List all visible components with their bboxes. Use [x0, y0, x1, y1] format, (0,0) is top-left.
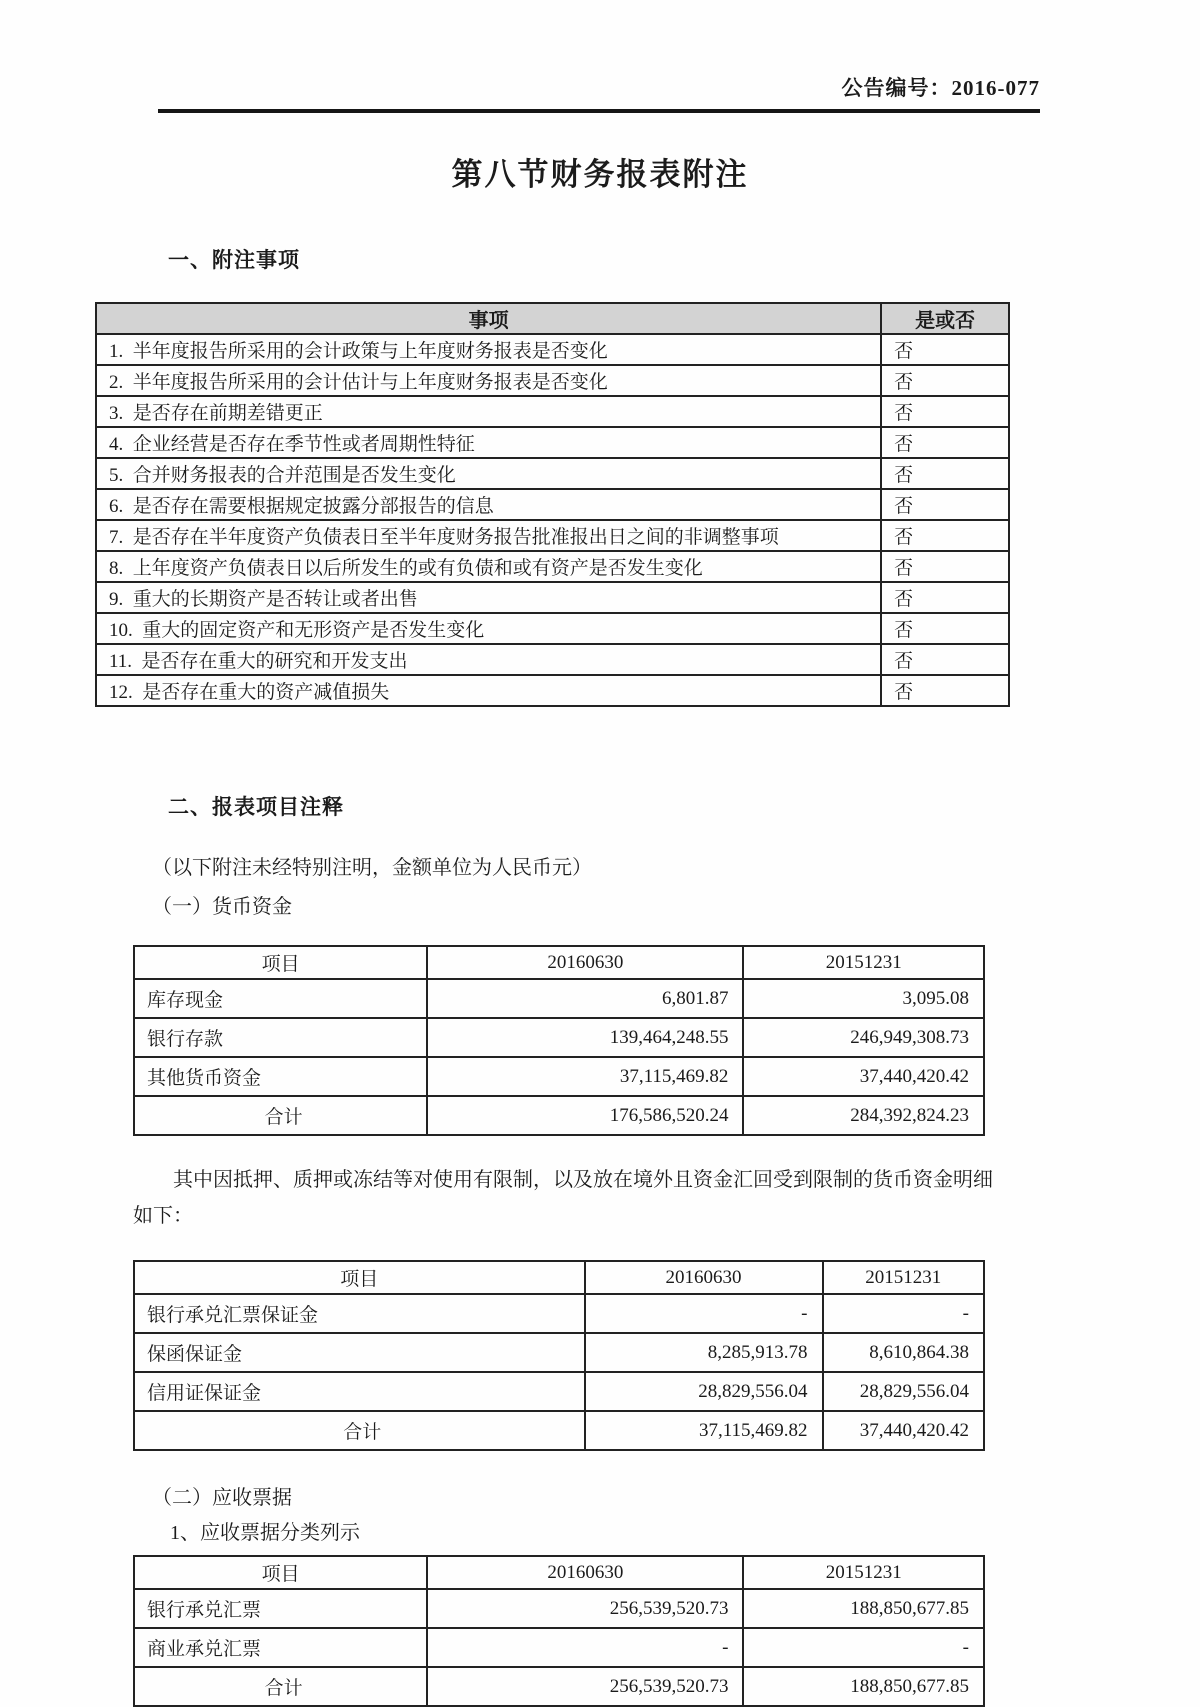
- total-value-cell-current: 37,115,469.82: [585, 1411, 823, 1450]
- table-row: [134, 979, 984, 1018]
- value-cell-prior: 188,850,677.85: [743, 1589, 984, 1628]
- total-row: [134, 1411, 984, 1450]
- section-heading-notes-items: 一、附注事项: [168, 248, 300, 272]
- total-value-cell-prior: 284,392,824.23: [743, 1096, 984, 1135]
- item-cell: 2. 半年度报告所采用的会计估计与上年度财务报表是否变化: [96, 365, 881, 396]
- item-cell: 9. 重大的长期资产是否转让或者出售: [96, 582, 881, 613]
- value-cell-current: -: [427, 1628, 743, 1667]
- table-row: [96, 489, 1009, 520]
- table-row: [134, 1294, 984, 1333]
- answer-cell: 否: [881, 582, 1009, 613]
- table-row: [134, 1018, 984, 1057]
- value-cell-current: 28,829,556.04: [585, 1372, 823, 1411]
- column-header-20151231: 20151231: [743, 946, 984, 979]
- column-header-item: 项目: [134, 1261, 585, 1294]
- value-cell-prior: -: [743, 1628, 984, 1667]
- column-header-20160630: 20160630: [427, 946, 743, 979]
- table-row: [96, 458, 1009, 489]
- item-cell: 银行存款: [134, 1018, 427, 1057]
- value-cell-current: -: [585, 1294, 823, 1333]
- table-header-row: [134, 1261, 984, 1294]
- total-row: [134, 1096, 984, 1135]
- table-header-row: [134, 1556, 984, 1589]
- page-title: 第八节财务报表附注: [451, 157, 749, 192]
- notes-receivable-table: [133, 1555, 985, 1707]
- value-cell-current: 6,801.87: [427, 979, 743, 1018]
- answer-cell: 否: [881, 644, 1009, 675]
- notes-items-table: [95, 302, 1010, 707]
- total-value-cell-current: 176,586,520.24: [427, 1096, 743, 1135]
- table-row: [134, 1628, 984, 1667]
- value-cell-current: 37,115,469.82: [427, 1057, 743, 1096]
- answer-cell: 否: [881, 675, 1009, 706]
- value-cell-prior: 246,949,308.73: [743, 1018, 984, 1057]
- column-header-20160630: 20160630: [427, 1556, 743, 1589]
- item-cell: 12. 是否存在重大的资产减值损失: [96, 675, 881, 706]
- item-cell: 6. 是否存在需要根据规定披露分部报告的信息: [96, 489, 881, 520]
- table-row: [96, 396, 1009, 427]
- answer-cell: 否: [881, 396, 1009, 427]
- table-row: [96, 427, 1009, 458]
- answer-cell: 否: [881, 551, 1009, 582]
- subsection-heading-notes-receivable: （二）应收票据: [152, 1487, 292, 1509]
- table-row: [96, 675, 1009, 706]
- announcement-number: 公告编号：2016-077: [841, 76, 1040, 100]
- header-rule: [158, 109, 1040, 113]
- item-cell: 5. 合并财务报表的合并范围是否发生变化: [96, 458, 881, 489]
- total-label-cell: 合计: [134, 1411, 585, 1450]
- document-header: [0, 0, 1200, 113]
- monetary-funds-table: [133, 945, 985, 1136]
- table-header-row: [96, 303, 1009, 334]
- total-value-cell-prior: 37,440,420.42: [823, 1411, 985, 1450]
- answer-cell: 否: [881, 365, 1009, 396]
- total-value-cell-prior: 188,850,677.85: [743, 1667, 984, 1706]
- table-row: [96, 334, 1009, 365]
- table-row: [96, 613, 1009, 644]
- answer-cell: 否: [881, 458, 1009, 489]
- restricted-funds-table: [133, 1260, 985, 1451]
- column-header-item: 项目: [134, 1556, 427, 1589]
- table-row: [134, 1333, 984, 1372]
- total-label-cell: 合计: [134, 1096, 427, 1135]
- table-header-row: [134, 946, 984, 979]
- table-row: [96, 582, 1009, 613]
- table-row: [134, 1589, 984, 1628]
- column-header-answer: 是或否: [881, 303, 1009, 334]
- subsection-heading-monetary-funds: （一）货币资金: [152, 896, 292, 918]
- table-row: [134, 1057, 984, 1096]
- item-cell: 银行承兑汇票: [134, 1589, 427, 1628]
- item-cell: 信用证保证金: [134, 1372, 585, 1411]
- value-cell-prior: -: [823, 1294, 985, 1333]
- item-cell: 7. 是否存在半年度资产负债表日至半年度财务报告批准报出日之间的非调整事项: [96, 520, 881, 551]
- column-header-20160630: 20160630: [585, 1261, 823, 1294]
- item-cell: 保函保证金: [134, 1333, 585, 1372]
- column-header-item: 项目: [134, 946, 427, 979]
- value-cell-current: 256,539,520.73: [427, 1589, 743, 1628]
- total-value-cell-current: 256,539,520.73: [427, 1667, 743, 1706]
- value-cell-prior: 8,610,864.38: [823, 1333, 985, 1372]
- item-cell: 10. 重大的固定资产和无形资产是否发生变化: [96, 613, 881, 644]
- column-header-item: 事项: [96, 303, 881, 334]
- value-cell-current: 139,464,248.55: [427, 1018, 743, 1057]
- table-row: [134, 1372, 984, 1411]
- restricted-funds-note: 其中因抵押、质押或冻结等对使用有限制，以及放在境外且资金汇回受到限制的货币资金明细如下：: [133, 1169, 993, 1227]
- item-cell: 其他货币资金: [134, 1057, 427, 1096]
- item-cell: 银行承兑汇票保证金: [134, 1294, 585, 1333]
- currency-unit-note: （以下附注未经特别注明，金额单位为人民币元）: [152, 857, 592, 879]
- value-cell-prior: 28,829,556.04: [823, 1372, 985, 1411]
- value-cell-prior: 37,440,420.42: [743, 1057, 984, 1096]
- total-label-cell: 合计: [134, 1667, 427, 1706]
- table-row: [96, 644, 1009, 675]
- answer-cell: 否: [881, 520, 1009, 551]
- answer-cell: 否: [881, 489, 1009, 520]
- item-cell: 3. 是否存在前期差错更正: [96, 396, 881, 427]
- table-row: [96, 520, 1009, 551]
- item-cell: 库存现金: [134, 979, 427, 1018]
- value-cell-current: 8,285,913.78: [585, 1333, 823, 1372]
- answer-cell: 否: [881, 427, 1009, 458]
- item-cell: 11. 是否存在重大的研究和开发支出: [96, 644, 881, 675]
- column-header-20151231: 20151231: [743, 1556, 984, 1589]
- answer-cell: 否: [881, 334, 1009, 365]
- list-heading-notes-receivable: 1、应收票据分类列示: [170, 1522, 360, 1544]
- total-row: [134, 1667, 984, 1706]
- column-header-20151231: 20151231: [823, 1261, 985, 1294]
- table-row: [96, 551, 1009, 582]
- table-row: [96, 365, 1009, 396]
- item-cell: 1. 半年度报告所采用的会计政策与上年度财务报表是否变化: [96, 334, 881, 365]
- value-cell-prior: 3,095.08: [743, 979, 984, 1018]
- item-cell: 4. 企业经营是否存在季节性或者周期性特征: [96, 427, 881, 458]
- answer-cell: 否: [881, 613, 1009, 644]
- item-cell: 商业承兑汇票: [134, 1628, 427, 1667]
- section-heading-item-notes: 二、报表项目注释: [168, 795, 344, 819]
- item-cell: 8. 上年度资产负债表日以后所发生的或有负债和或有资产是否发生变化: [96, 551, 881, 582]
